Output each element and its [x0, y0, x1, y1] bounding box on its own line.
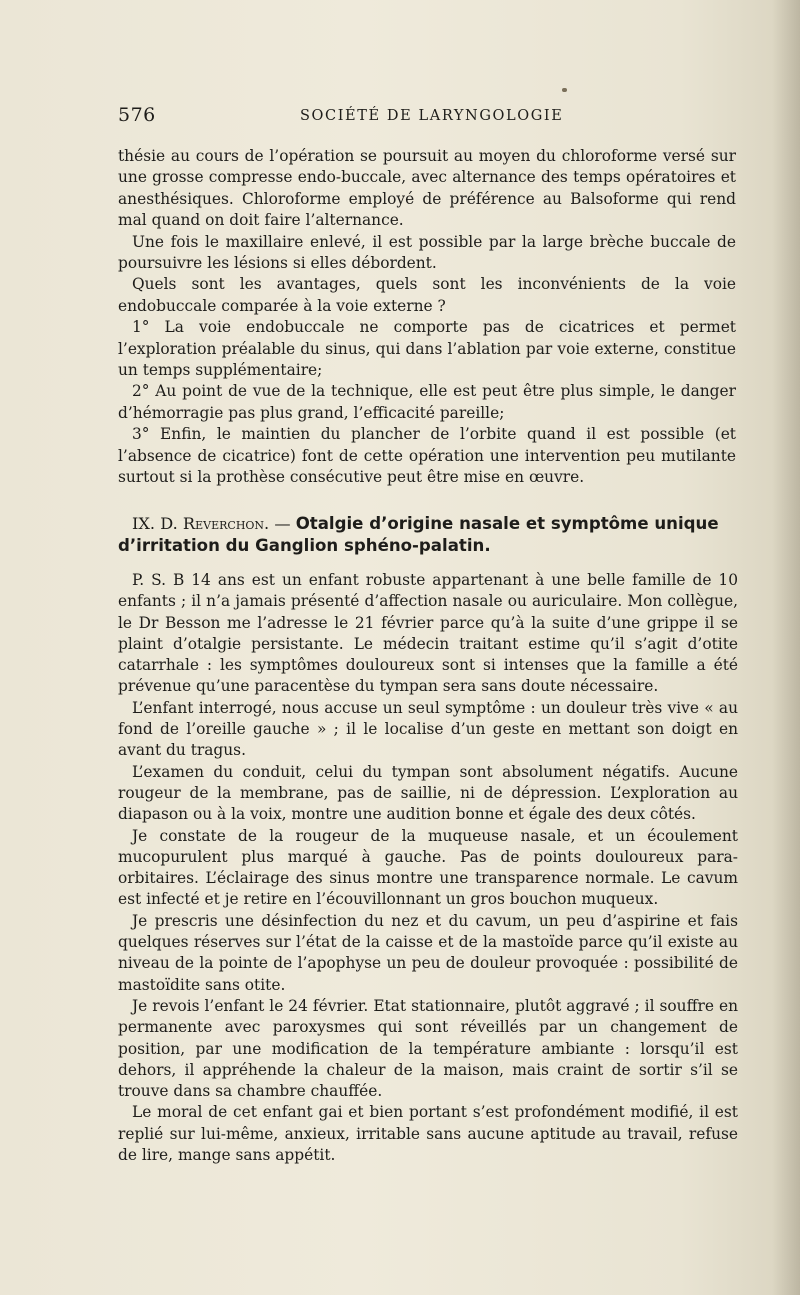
paragraph: P. S. B 14 ans est un enfant robuste appartenant à une belle famille de 10 enfants ; il n’a jamais présenté d’affection nasale ou auriculaire. Mon collègue, le Dr Besson me l’adresse le 21 février parce qu’à la suite d’une grippe il se plaint d’otalgie persistante. Le médecin traitant estime qu’il s’agit d’otite catarrhale : les symptômes douloureux sont si intenses que la famille a été prévenue qu’une paracentèse du tympan sera sans doute nécessaire.	[118, 571, 738, 696]
paragraph: Quels sont les avantages, quels sont les inconvénients de la voie endobuccale comparée à la voie externe ?	[118, 275, 736, 315]
paragraph: thésie au cours de l’opération se poursuit au moyen du chloroforme versé sur une grosse compresse endo-buccale, avec alternance des temps opératoires et anesthésiques. Chloroforme employé de préférence au Balsoforme qui rend mal quand on doit faire l’alternance.	[118, 147, 736, 230]
continuation-text	[118, 146, 736, 489]
ink-speck	[562, 88, 567, 92]
section-heading	[118, 513, 748, 557]
section-title: Otalgie d’origine nasale et symptôme unique d’irritation du Ganglion sphéno-palatin.	[118, 514, 719, 555]
section-author: D. Reverchon. —	[160, 514, 291, 533]
spine-shadow	[772, 0, 800, 1295]
section-number: IX.	[132, 514, 156, 533]
paragraph: Je prescris une désinfection du nez et du cavum, un peu d’aspirine et fais quelques réserves sur l’état de la caisse et de la mastoïde parce qu’il existe au niveau de la pointe de l’apophyse un peu de douleur provoquée : possibilité de mastoïdite sans otite.	[118, 911, 738, 994]
paragraph: 1° La voie endobuccale ne comporte pas de cicatrices et permet l’exploration préalable du sinus, qui dans l’ablation par voie externe, constitue un temps supplémentaire;	[118, 318, 736, 380]
page-number: 576	[118, 104, 156, 126]
section-heading-block	[118, 513, 748, 557]
paragraph: 3° Enfin, le maintien du plancher de l’orbite quand il est possible (et l’absence de cicatrice) font de cette opération une intervention peu mutilante surtout si la prothèse consécutive peut être mise en œuvre.	[118, 425, 736, 487]
paragraph: Une fois le maxillaire enlevé, il est possible par la large brèche buccale de poursuivre les lésions si elles débordent.	[118, 232, 736, 273]
paragraph: 2° Au point de vue de la technique, elle est peut être plus simple, le danger d’hémorragie pas plus grand, l’efficacité pareille;	[118, 382, 736, 422]
page-header	[118, 104, 748, 130]
running-title: SOCIÉTÉ DE LARYNGOLOGIE	[300, 108, 564, 124]
paragraph: Le moral de cet enfant gai et bien portant s’est profondément modifié, il est replié sur lui-même, anxieux, irritable sans aucune aptitude au travail, refuse de lire, mange sans appétit.	[118, 1103, 738, 1165]
paragraph: Je revois l’enfant le 24 février. Etat stationnaire, plutôt aggravé ; il souffre en permanente avec paroxysmes qui sont réveillés par un changement de position, par une modification de la température ambiante : lorsqu’il est dehors, il appréhende la chaleur de la maison, mais craint de sortir s’il se trouve dans sa chambre chauffée.	[118, 996, 738, 1101]
case-report-text	[118, 570, 738, 1166]
paragraph: Je constate de la rougeur de la muqueuse nasale, et un écoulement mucopurulent plus marqué à gauche. Pas de points douloureux para-orbitaires. L’éclairage des sinus montre une transparence normale. Le cavum est infecté et je retire en l’écouvillonnant un gros bouchon muqueux.	[118, 826, 738, 909]
paragraph: L’examen du conduit, celui du tympan sont absolument négatifs. Aucune rougeur de la membrane, pas de saillie, ni de dépression. L’exploration au diapason ou à la voix, montre une audition bonne et égale des deux côtés.	[118, 762, 738, 824]
paragraph: L’enfant interrogé, nous accuse un seul symptôme : un douleur très vive « au fond de l’oreille gauche » ; il le localise d’un geste en mettant son doigt en avant du tragus.	[118, 698, 738, 760]
